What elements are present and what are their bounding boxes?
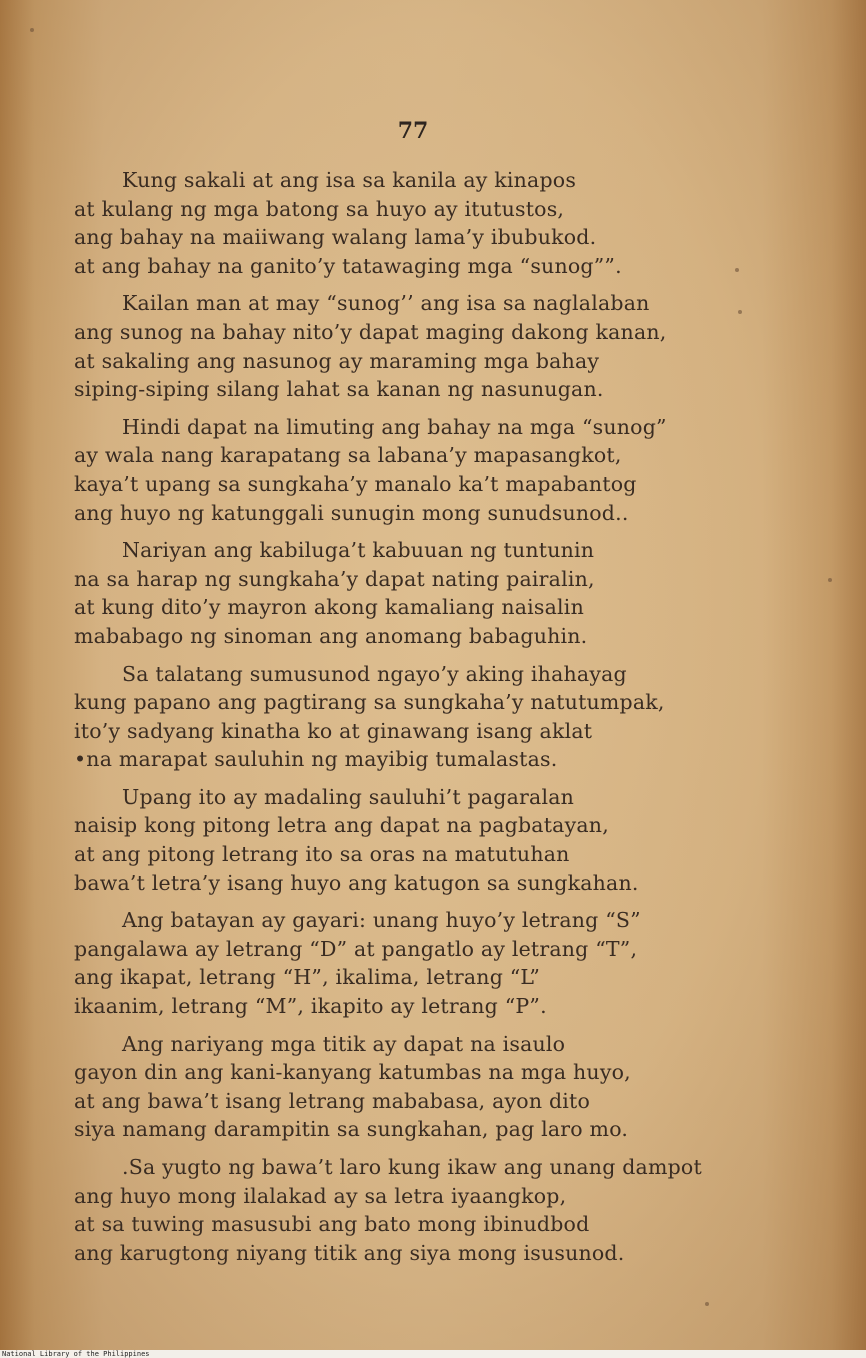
poem-line: Sa talatang sumusunod ngayo’y aking ihahayag xyxy=(122,661,627,686)
poem-line: ang huyo mong ilalakad ay sa letra iyaangkop, xyxy=(74,1183,567,1208)
paper-speck xyxy=(30,28,34,32)
library-credit: National Library of the Philippines xyxy=(2,1350,150,1358)
poem-line: at ang bawa’t isang letrang mababasa, ayon dito xyxy=(74,1088,591,1113)
poem-line: bawa’t letra’y isang huyo ang katugon sa sungkahan. xyxy=(74,870,639,895)
poem-line: •na marapat sauluhin ng mayibig tumalastas. xyxy=(74,747,558,772)
poem-line: na sa harap ng sungkaha’y dapat nating pairalin, xyxy=(74,566,595,591)
poem-body xyxy=(74,166,774,1276)
poem-line: at kung dito’y mayron akong kamaliang naisalin xyxy=(74,595,584,620)
poem-line: .Sa yugto ng bawa’t laro kung ikaw ang unang dampot xyxy=(122,1155,702,1179)
poem-line: naisip kong pitong letra ang dapat na pagbatayan, xyxy=(74,813,609,838)
stanza xyxy=(74,413,774,527)
poem-line: at kulang ng mga batong sa huyo ay itutustos, xyxy=(74,196,565,221)
poem-line: kaya’t upang sa sungkaha’y manalo ka’t mapabantog xyxy=(74,471,637,496)
poem-line: gayon din ang kani-kanyang katumbas na mga huyo, xyxy=(74,1060,631,1085)
page-number: 77 xyxy=(397,118,429,144)
paper-speck xyxy=(738,310,742,314)
stanza xyxy=(74,660,774,774)
poem-line: ay wala nang karapatang sa labana’y mapasangkot, xyxy=(74,443,622,468)
stanza xyxy=(74,783,774,897)
stanza xyxy=(74,289,774,403)
poem-line: Hindi dapat na limuting ang bahay na mga “sunog” xyxy=(122,414,667,439)
poem-line: ikaanim, letrang “M”, ikapito ay letrang “P”. xyxy=(74,994,547,1019)
paper-speck xyxy=(735,268,739,272)
poem-line: at sakaling ang nasunog ay maraming mga bahay xyxy=(74,348,600,373)
poem-line: siya namang darampitin sa sungkahan, pag laro mo. xyxy=(74,1117,629,1142)
stanza xyxy=(74,536,774,650)
poem-line: Kailan man at may “sunog’’ ang isa sa naglalaban xyxy=(122,291,650,316)
poem-line: Nariyan ang kabiluga’t kabuuan ng tuntunin xyxy=(122,538,595,563)
paper-speck xyxy=(705,1302,709,1306)
stanza xyxy=(74,166,774,280)
poem-line: at sa tuwing masusubi ang bato mong ibinudbod xyxy=(74,1212,590,1237)
poem-line: Kung sakali at ang isa sa kanila ay kinapos xyxy=(122,168,577,192)
poem-line: pangalawa ay letrang “D” at pangatlo ay letrang “T”, xyxy=(74,936,638,961)
poem-line: Ang batayan ay gayari: unang huyo’y letrang “S” xyxy=(122,908,641,933)
poem-line: ang ikapat, letrang “H”, ikalima, letrang “L” xyxy=(74,965,540,990)
stanza xyxy=(74,1030,774,1144)
poem-line: mababago ng sinoman ang anomang babaguhin. xyxy=(74,623,588,648)
poem-line: ito’y sadyang kinatha ko at ginawang isang aklat xyxy=(74,718,593,743)
poem-line: ang sunog na bahay nito’y dapat maging dakong kanan, xyxy=(74,319,667,344)
stanza xyxy=(74,1153,774,1267)
poem-line: Ang nariyang mga titik ay dapat na isaulo xyxy=(122,1031,566,1056)
stanza xyxy=(74,906,774,1020)
poem-line: siping-siping silang lahat sa kanan ng nasunugan. xyxy=(74,377,604,402)
paper-speck xyxy=(828,578,832,582)
poem-line: ang bahay na maiiwang walang lama’y ibubukod. xyxy=(74,225,597,250)
poem-line: Upang ito ay madaling sauluhi’t pagaralan xyxy=(122,784,575,809)
poem-line: ang huyo ng katunggali sunugin mong sunudsunod.. xyxy=(74,500,629,525)
poem-line: ang karugtong niyang titik ang siya mong isusunod. xyxy=(74,1240,625,1265)
poem-line: at ang pitong letrang ito sa oras na matutuhan xyxy=(74,842,570,867)
poem-line: at ang bahay na ganito’y tatawaging mga “sunog””. xyxy=(74,253,622,278)
poem-line: kung papano ang pagtirang sa sungkaha’y natutumpak, xyxy=(74,690,665,715)
